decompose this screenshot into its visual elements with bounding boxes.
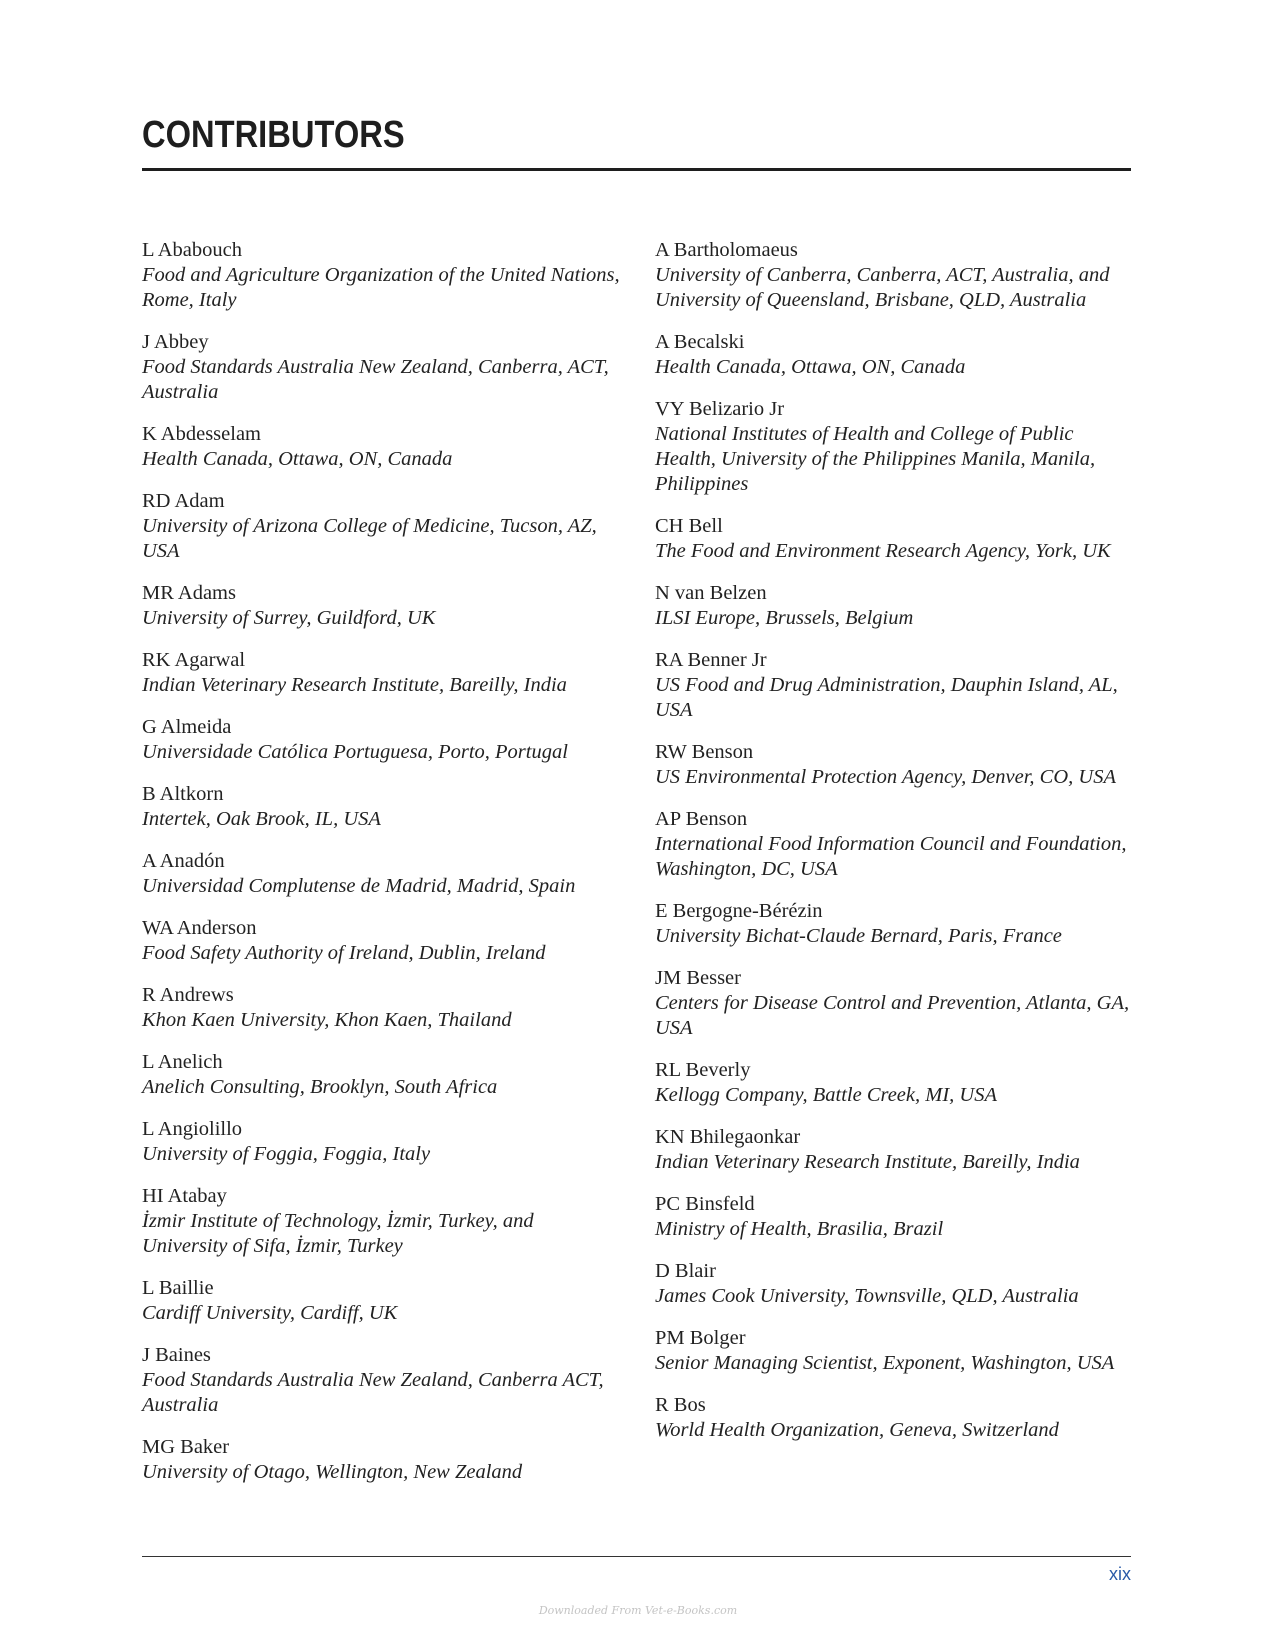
- page-title: CONTRIBUTORS: [142, 114, 405, 156]
- contributor-affiliation: University of Arizona College of Medicine, Tucson, AZ, USA: [142, 515, 597, 562]
- contributor-affiliation: James Cook University, Townsville, QLD, Australia: [655, 1285, 1079, 1307]
- contributor-name: J Abbey: [142, 331, 209, 353]
- contributor-affiliation: Indian Veterinary Research Institute, Bareilly, India: [655, 1151, 1080, 1173]
- contributor-name: WA Anderson: [142, 917, 257, 939]
- contributor-entry: [142, 1276, 622, 1326]
- contributor-name: N van Belzen: [655, 582, 767, 604]
- contributor-name: AP Benson: [655, 808, 748, 830]
- contributor-name: L Anelich: [142, 1051, 223, 1073]
- contributor-affiliation: Indian Veterinary Research Institute, Bareilly, India: [142, 674, 567, 696]
- contributor-entry: [655, 1259, 1135, 1309]
- contributor-entry: [655, 1125, 1135, 1175]
- contributor-affiliation: Anelich Consulting, Brooklyn, South Africa: [142, 1076, 498, 1098]
- contributor-entry: [142, 489, 622, 564]
- contributor-name: R Bos: [655, 1394, 706, 1416]
- contributor-name: RA Benner Jr: [655, 649, 767, 671]
- contributor-entry: [142, 1343, 622, 1418]
- contributor-name: RW Benson: [655, 741, 754, 763]
- contributor-affiliation: University of Surrey, Guildford, UK: [142, 607, 436, 629]
- contributor-affiliation: ILSI Europe, Brussels, Belgium: [655, 607, 914, 629]
- watermark: Downloaded From Vet-e-Books.com: [538, 1604, 738, 1617]
- contributor-affiliation: University of Foggia, Foggia, Italy: [142, 1143, 431, 1165]
- contributor-entry: [655, 397, 1135, 497]
- contributor-name: R Andrews: [142, 984, 234, 1006]
- footer-rule: [142, 1556, 1131, 1557]
- contributor-name: A Becalski: [655, 331, 745, 353]
- contributor-affiliation: İzmir Institute of Technology, İzmir, Turkey, and University of Sifa, İzmir, Turkey: [142, 1210, 534, 1257]
- contributor-entry: [142, 648, 622, 698]
- contributor-name: L Ababouch: [142, 239, 243, 261]
- contributor-affiliation: The Food and Environment Research Agency, York, UK: [655, 540, 1111, 562]
- contributor-affiliation: Food Safety Authority of Ireland, Dublin, Ireland: [142, 942, 546, 964]
- contributor-affiliation: US Food and Drug Administration, Dauphin Island, AL, USA: [655, 674, 1118, 721]
- contributor-entry: [142, 849, 622, 899]
- contributor-entry: [655, 1192, 1135, 1242]
- contributor-entry: [655, 648, 1135, 723]
- contributor-name: K Abdesselam: [142, 423, 261, 445]
- contributor-name: L Angiolillo: [142, 1118, 243, 1140]
- contributor-entry: [655, 807, 1135, 882]
- contributor-affiliation: Khon Kaen University, Khon Kaen, Thailand: [142, 1009, 512, 1031]
- contributor-entry: [655, 330, 1135, 380]
- contributors-right-column: [655, 238, 1135, 1460]
- contributor-entry: [655, 966, 1135, 1041]
- contributor-name: J Baines: [142, 1344, 211, 1366]
- contributor-affiliation: National Institutes of Health and College of Public Health, University of the Philippines Manila, Manila, Philippines: [655, 423, 1096, 495]
- contributor-affiliation: Kellogg Company, Battle Creek, MI, USA: [655, 1084, 997, 1106]
- contributor-entry: [142, 1184, 622, 1259]
- contributor-entry: [142, 715, 622, 765]
- contributor-affiliation: Intertek, Oak Brook, IL, USA: [142, 808, 381, 830]
- contributor-entry: [655, 1058, 1135, 1108]
- contributor-name: G Almeida: [142, 716, 232, 738]
- contributor-entry: [655, 238, 1135, 313]
- contributor-affiliation: University of Otago, Wellington, New Zealand: [142, 1461, 523, 1483]
- contributor-entry: [142, 1435, 622, 1485]
- title-rule: [142, 168, 1131, 171]
- contributor-name: RD Adam: [142, 490, 225, 512]
- contributor-entry: [142, 916, 622, 966]
- contributor-affiliation: Universidade Católica Portuguesa, Porto, Portugal: [142, 741, 568, 763]
- contributor-name: MR Adams: [142, 582, 236, 604]
- contributor-entry: [655, 1326, 1135, 1376]
- contributor-entry: [142, 782, 622, 832]
- contributor-name: A Bartholomaeus: [655, 239, 798, 261]
- contributor-name: CH Bell: [655, 515, 723, 537]
- contributor-entry: [142, 983, 622, 1033]
- contributor-name: PC Binsfeld: [655, 1193, 755, 1215]
- contributor-name: D Blair: [655, 1260, 716, 1282]
- contributor-name: JM Besser: [655, 967, 741, 989]
- contributor-affiliation: University of Canberra, Canberra, ACT, Australia, and University of Queensland, Brisbane, QLD, Australia: [655, 264, 1110, 311]
- contributor-entry: [142, 330, 622, 405]
- contributor-affiliation: Universidad Complutense de Madrid, Madrid, Spain: [142, 875, 576, 897]
- contributor-affiliation: University Bichat-Claude Bernard, Paris, France: [655, 925, 1062, 947]
- contributor-affiliation: Food and Agriculture Organization of the United Nations, Rome, Italy: [142, 264, 620, 311]
- contributor-name: KN Bhilegaonkar: [655, 1126, 801, 1148]
- contributor-affiliation: Food Standards Australia New Zealand, Canberra, ACT, Australia: [142, 356, 609, 403]
- contributor-entry: [655, 740, 1135, 790]
- contributor-name: A Anadón: [142, 850, 225, 872]
- contributor-name: PM Bolger: [655, 1327, 746, 1349]
- contributor-affiliation: Food Standards Australia New Zealand, Canberra ACT, Australia: [142, 1369, 604, 1416]
- contributor-name: RK Agarwal: [142, 649, 246, 671]
- contributor-affiliation: Cardiff University, Cardiff, UK: [142, 1302, 398, 1324]
- contributor-entry: [655, 581, 1135, 631]
- contributor-name: E Bergogne-Bérézin: [655, 900, 823, 922]
- contributor-entry: [142, 1050, 622, 1100]
- contributor-affiliation: US Environmental Protection Agency, Denver, CO, USA: [655, 766, 1116, 788]
- contributor-entry: [142, 581, 622, 631]
- contributor-name: HI Atabay: [142, 1185, 227, 1207]
- contributor-affiliation: Centers for Disease Control and Prevention, Atlanta, GA, USA: [655, 992, 1130, 1039]
- contributor-name: MG Baker: [142, 1436, 230, 1458]
- contributor-entry: [142, 1117, 622, 1167]
- contributor-affiliation: Health Canada, Ottawa, ON, Canada: [142, 448, 453, 470]
- contributor-affiliation: World Health Organization, Geneva, Switzerland: [655, 1419, 1059, 1441]
- contributor-name: VY Belizario Jr: [655, 398, 785, 420]
- contributor-affiliation: Health Canada, Ottawa, ON, Canada: [655, 356, 966, 378]
- contributor-name: B Altkorn: [142, 783, 224, 805]
- contributor-entry: [142, 422, 622, 472]
- contributor-name: L Baillie: [142, 1277, 214, 1299]
- contributor-entry: [655, 514, 1135, 564]
- contributor-entry: [142, 238, 622, 313]
- contributors-left-column: [142, 238, 622, 1502]
- contributor-affiliation: International Food Information Council and Foundation, Washington, DC, USA: [655, 833, 1127, 880]
- contributor-name: RL Beverly: [655, 1059, 751, 1081]
- page-number: xix: [1109, 1564, 1131, 1584]
- contributor-entry: [655, 1393, 1135, 1443]
- contributor-entry: [655, 899, 1135, 949]
- contributor-affiliation: Senior Managing Scientist, Exponent, Washington, USA: [655, 1352, 1115, 1374]
- contributor-affiliation: Ministry of Health, Brasilia, Brazil: [655, 1218, 944, 1240]
